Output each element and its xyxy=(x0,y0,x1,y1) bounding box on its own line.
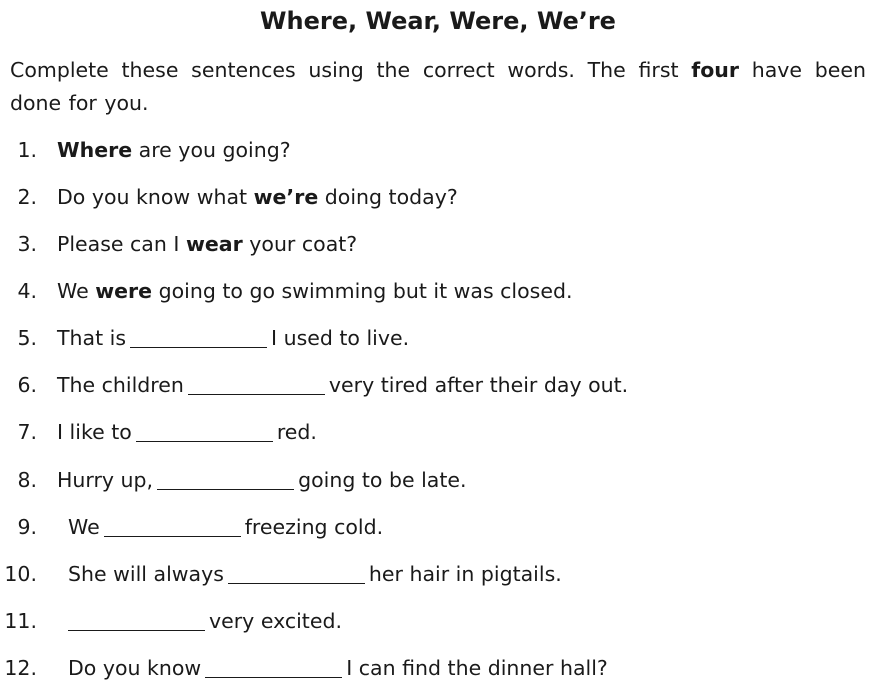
sentence-post: doing today? xyxy=(318,185,458,209)
question-text xyxy=(57,464,467,496)
sentence-pre: We xyxy=(57,279,96,303)
sentence-post: I can find the dinner hall? xyxy=(346,656,608,680)
answer-blank[interactable] xyxy=(205,657,342,678)
question-number: 5. xyxy=(17,326,37,350)
instructions-text-1: Complete these sentences using the correct words. The first xyxy=(10,58,692,82)
sentence-post: freezing cold. xyxy=(244,515,384,539)
question-text xyxy=(57,228,357,260)
answer-blank[interactable] xyxy=(157,469,294,490)
sentence-pre: Please can I xyxy=(57,232,186,256)
sentence-post: very excited. xyxy=(209,609,342,633)
question-text xyxy=(68,652,608,684)
worksheet-title: Where, Wear, Were, We’re xyxy=(260,7,616,35)
sentence-pre: Do you know what xyxy=(57,185,254,209)
question-number: 7. xyxy=(17,420,37,444)
question-number: 3. xyxy=(17,232,37,256)
question-number: 12. xyxy=(4,656,37,680)
instructions-bold: four xyxy=(691,58,740,82)
question-text xyxy=(68,558,562,590)
sentence-post: going to go swimming but it was closed. xyxy=(152,279,573,303)
question-text xyxy=(57,134,291,166)
question-text xyxy=(68,511,383,543)
question-number: 10. xyxy=(4,562,37,586)
question-text xyxy=(57,416,317,448)
sentence-pre: She will always xyxy=(68,562,224,586)
question-number: 2. xyxy=(17,185,37,209)
answer-word: wear xyxy=(185,232,243,256)
instructions xyxy=(10,54,866,120)
question-text xyxy=(57,181,458,213)
sentence-pre: We xyxy=(68,515,100,539)
answer-word: Where xyxy=(57,138,133,162)
sentence-pre: I like to xyxy=(57,420,132,444)
sentence-post: going to be late. xyxy=(298,468,467,492)
sentence-pre: Hurry up, xyxy=(57,468,154,492)
answer-blank[interactable] xyxy=(104,516,241,537)
sentence-post: her hair in pigtails. xyxy=(368,562,562,586)
sentence-post: your coat? xyxy=(242,232,358,256)
question-number: 11. xyxy=(4,609,37,633)
question-text xyxy=(68,605,342,637)
answer-blank[interactable] xyxy=(130,327,267,348)
answer-word: we’re xyxy=(253,185,319,209)
answer-blank[interactable] xyxy=(68,610,205,631)
sentence-post: I used to live. xyxy=(271,326,410,350)
question-text xyxy=(57,322,409,354)
sentence-post: very tired after their day out. xyxy=(328,373,629,397)
sentence-pre: Do you know xyxy=(68,656,202,680)
question-number: 6. xyxy=(17,373,37,397)
question-number: 4. xyxy=(17,279,37,303)
question-number: 8. xyxy=(17,468,37,492)
answer-word: were xyxy=(95,279,153,303)
answer-blank[interactable] xyxy=(188,374,325,395)
sentence-post: red. xyxy=(276,420,317,444)
sentence-post: are you going? xyxy=(132,138,291,162)
sentence-pre: The children xyxy=(57,373,184,397)
sentence-pre: That is xyxy=(57,326,127,350)
question-text xyxy=(57,369,628,401)
question-text xyxy=(57,275,572,307)
question-number: 9. xyxy=(17,515,37,539)
answer-blank[interactable] xyxy=(136,421,273,442)
question-number: 1. xyxy=(17,138,37,162)
answer-blank[interactable] xyxy=(228,563,365,584)
instructions-text-2: have been done for you. xyxy=(10,58,866,115)
